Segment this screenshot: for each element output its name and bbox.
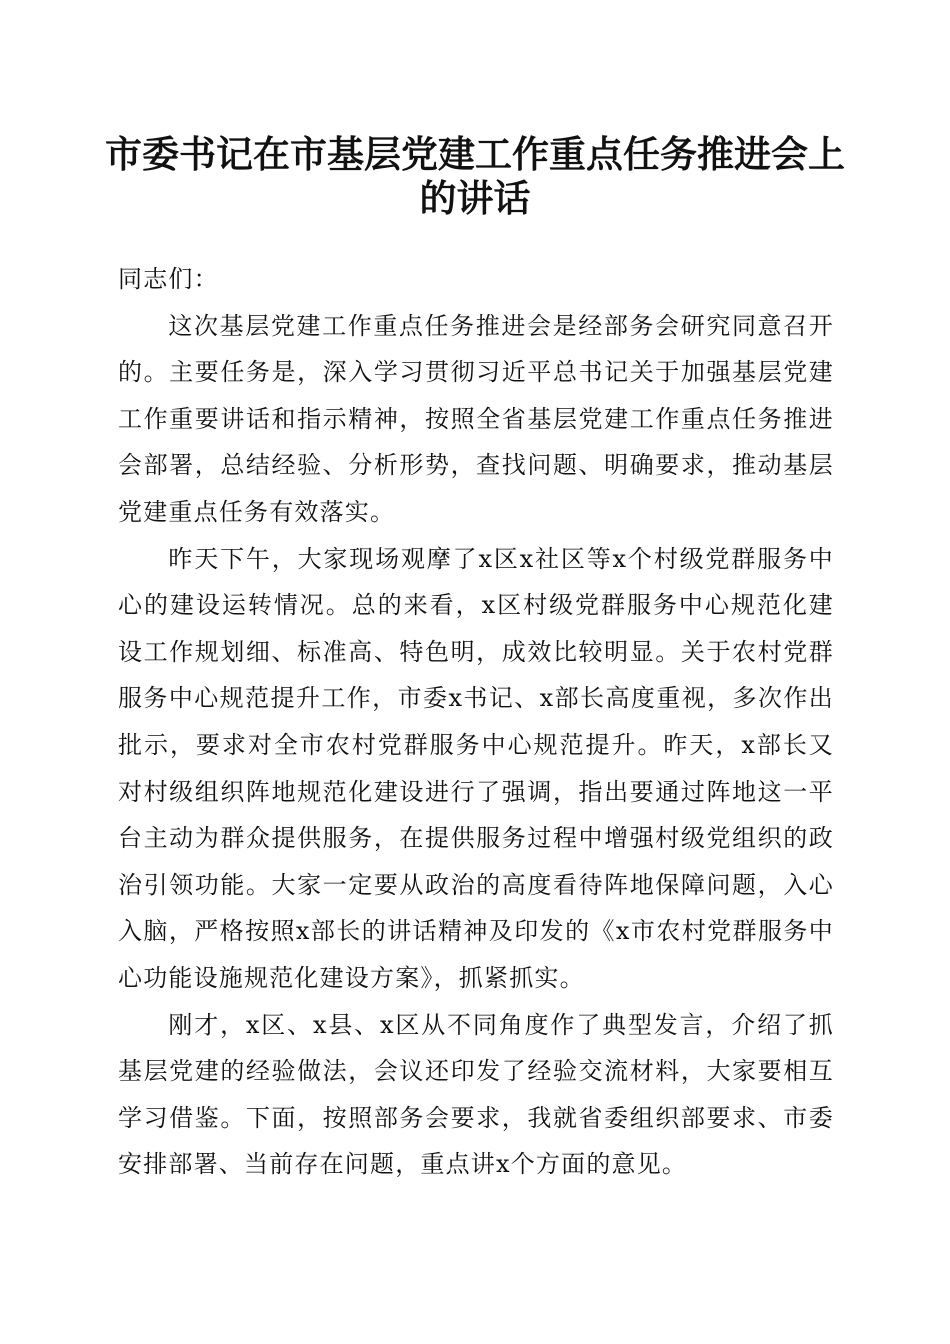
salutation: 同志们： [118,265,219,293]
paragraph-1: 这次基层党建工作重点任务推进会是经部务会研究同意召开的。主要任务是，深入学习贯彻习近平总书记关于加强基层党建工作重要讲话和指示精神，按照全省基层党建工作重点任务推进会部署，总结经验、分析形势，查找问题、明确要求，推动基层党建重点任务有效落实。 [118,311,834,526]
document-title: 市委书记在市基层党建工作重点任务推进会上的讲话 [105,132,845,220]
paragraph-2: 昨天下午，大家现场观摩了x区x社区等x个村级党群服务中心的建设运转情况。总的来看，x区村级党群服务中心规范化建设工作规划细、标准高、特色明，成效比较明显。关于农村党群服务中心规范提升工作，市委x书记、x部长高度重视，多次作出批示，要求对全市农村党群服务中心规范提升。昨天，x部长又对村级组织阵地规范化建设进行了强调，指出要通过阵地这一平台主动为群众提供服务，在提供服务过程中增强村级党组织的政治引领功能。大家一定要从政治的高度看待阵地保障问题，入心入脑，严格按照x部长的讲话精神及印发的《x市农村党群服务中心功能设施规范化建设方案》，抓紧抓实。 [118,544,834,992]
paragraph-3: 刚才，x区、x县、x区从不同角度作了典型发言，介绍了抓基层党建的经验做法，会议还印发了经验交流材料，大家要相互学习借鉴。下面，按照部务会要求，我就省委组织部要求、市委安排部署、当前存在问题，重点讲x个方面的意见。 [118,1010,834,1179]
document-body [118,256,834,1188]
